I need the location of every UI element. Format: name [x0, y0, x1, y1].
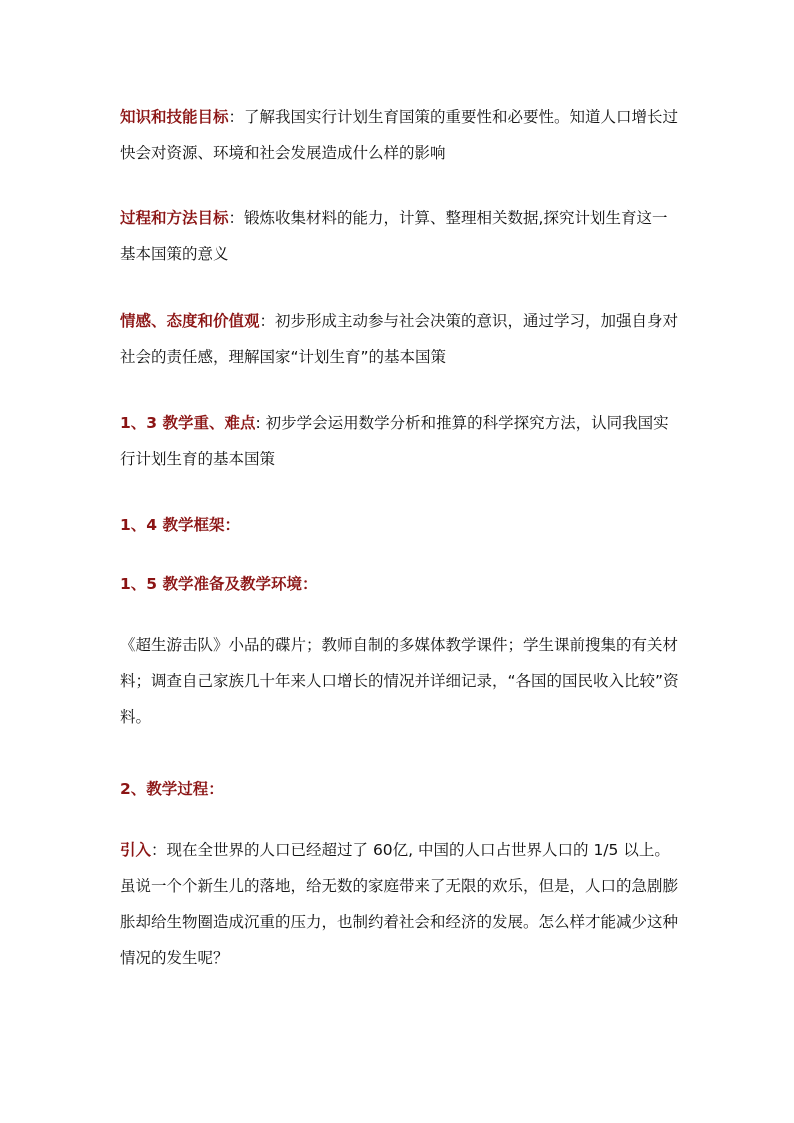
paragraph-text: ：了解我国实行计划生育国策的重要性和必要性。知道人口增长过快会对资源、环境和社会发展造成什么样的影响 — [120, 108, 679, 162]
paragraph-introduction — [120, 832, 680, 976]
paragraph-label: 过程和方法目标 — [120, 209, 229, 227]
paragraph-emotion-attitude-values — [120, 303, 680, 375]
heading-teaching-process — [120, 771, 680, 807]
heading-teaching-preparation — [120, 566, 680, 602]
paragraph-knowledge-skills-goal — [120, 99, 680, 171]
paragraph-preparation-materials — [120, 627, 680, 735]
paragraph-text: ：锻炼收集材料的能力，计算、整理相关数据,探究计划生育这一基本国策的意义 — [120, 209, 668, 263]
paragraph-label: 引入 — [120, 841, 152, 859]
paragraph-text: ：初步形成主动参与社会决策的意识，通过学习，加强自身对社会的责任感，理解国家“计划生育”的基本国策 — [120, 312, 679, 366]
paragraph-label: 1、3 教学重、难点 — [120, 414, 256, 432]
paragraph-label: 1、5 教学准备及教学环境： — [120, 575, 318, 593]
paragraph-text: 《超生游击队》小品的碟片；教师自制的多媒体教学课件；学生课前搜集的有关材料；调查自己家族几十年来人口增长的情况并详细记录，“各国的国民收入比较”资料。 — [120, 636, 679, 726]
paragraph-teaching-key-points — [120, 405, 680, 477]
paragraph-process-method-goal — [120, 200, 680, 272]
heading-teaching-framework — [120, 507, 680, 543]
paragraph-label: 情感、态度和价值观 — [120, 312, 260, 330]
paragraph-label: 1、4 教学框架： — [120, 516, 240, 534]
paragraph-label: 2、教学过程： — [120, 780, 224, 798]
paragraph-text: ：现在全世界的人口已经超过了 60亿, 中国的人口占世界人口的 1/5 以上。虽说一个个新生儿的落地，给无数的家庭带来了无限的欢乐，但是，人口的急剧膨胀却给生物圈造成沉重的压力，也制约着社会和经济的发展。怎么样才能减少这种情况的发生呢？ — [120, 841, 679, 967]
paragraph-label: 知识和技能目标 — [120, 108, 229, 126]
paragraph-text: : 初步学会运用数学分析和推算的科学探究方法，认同我国实行计划生育的基本国策 — [120, 414, 669, 468]
